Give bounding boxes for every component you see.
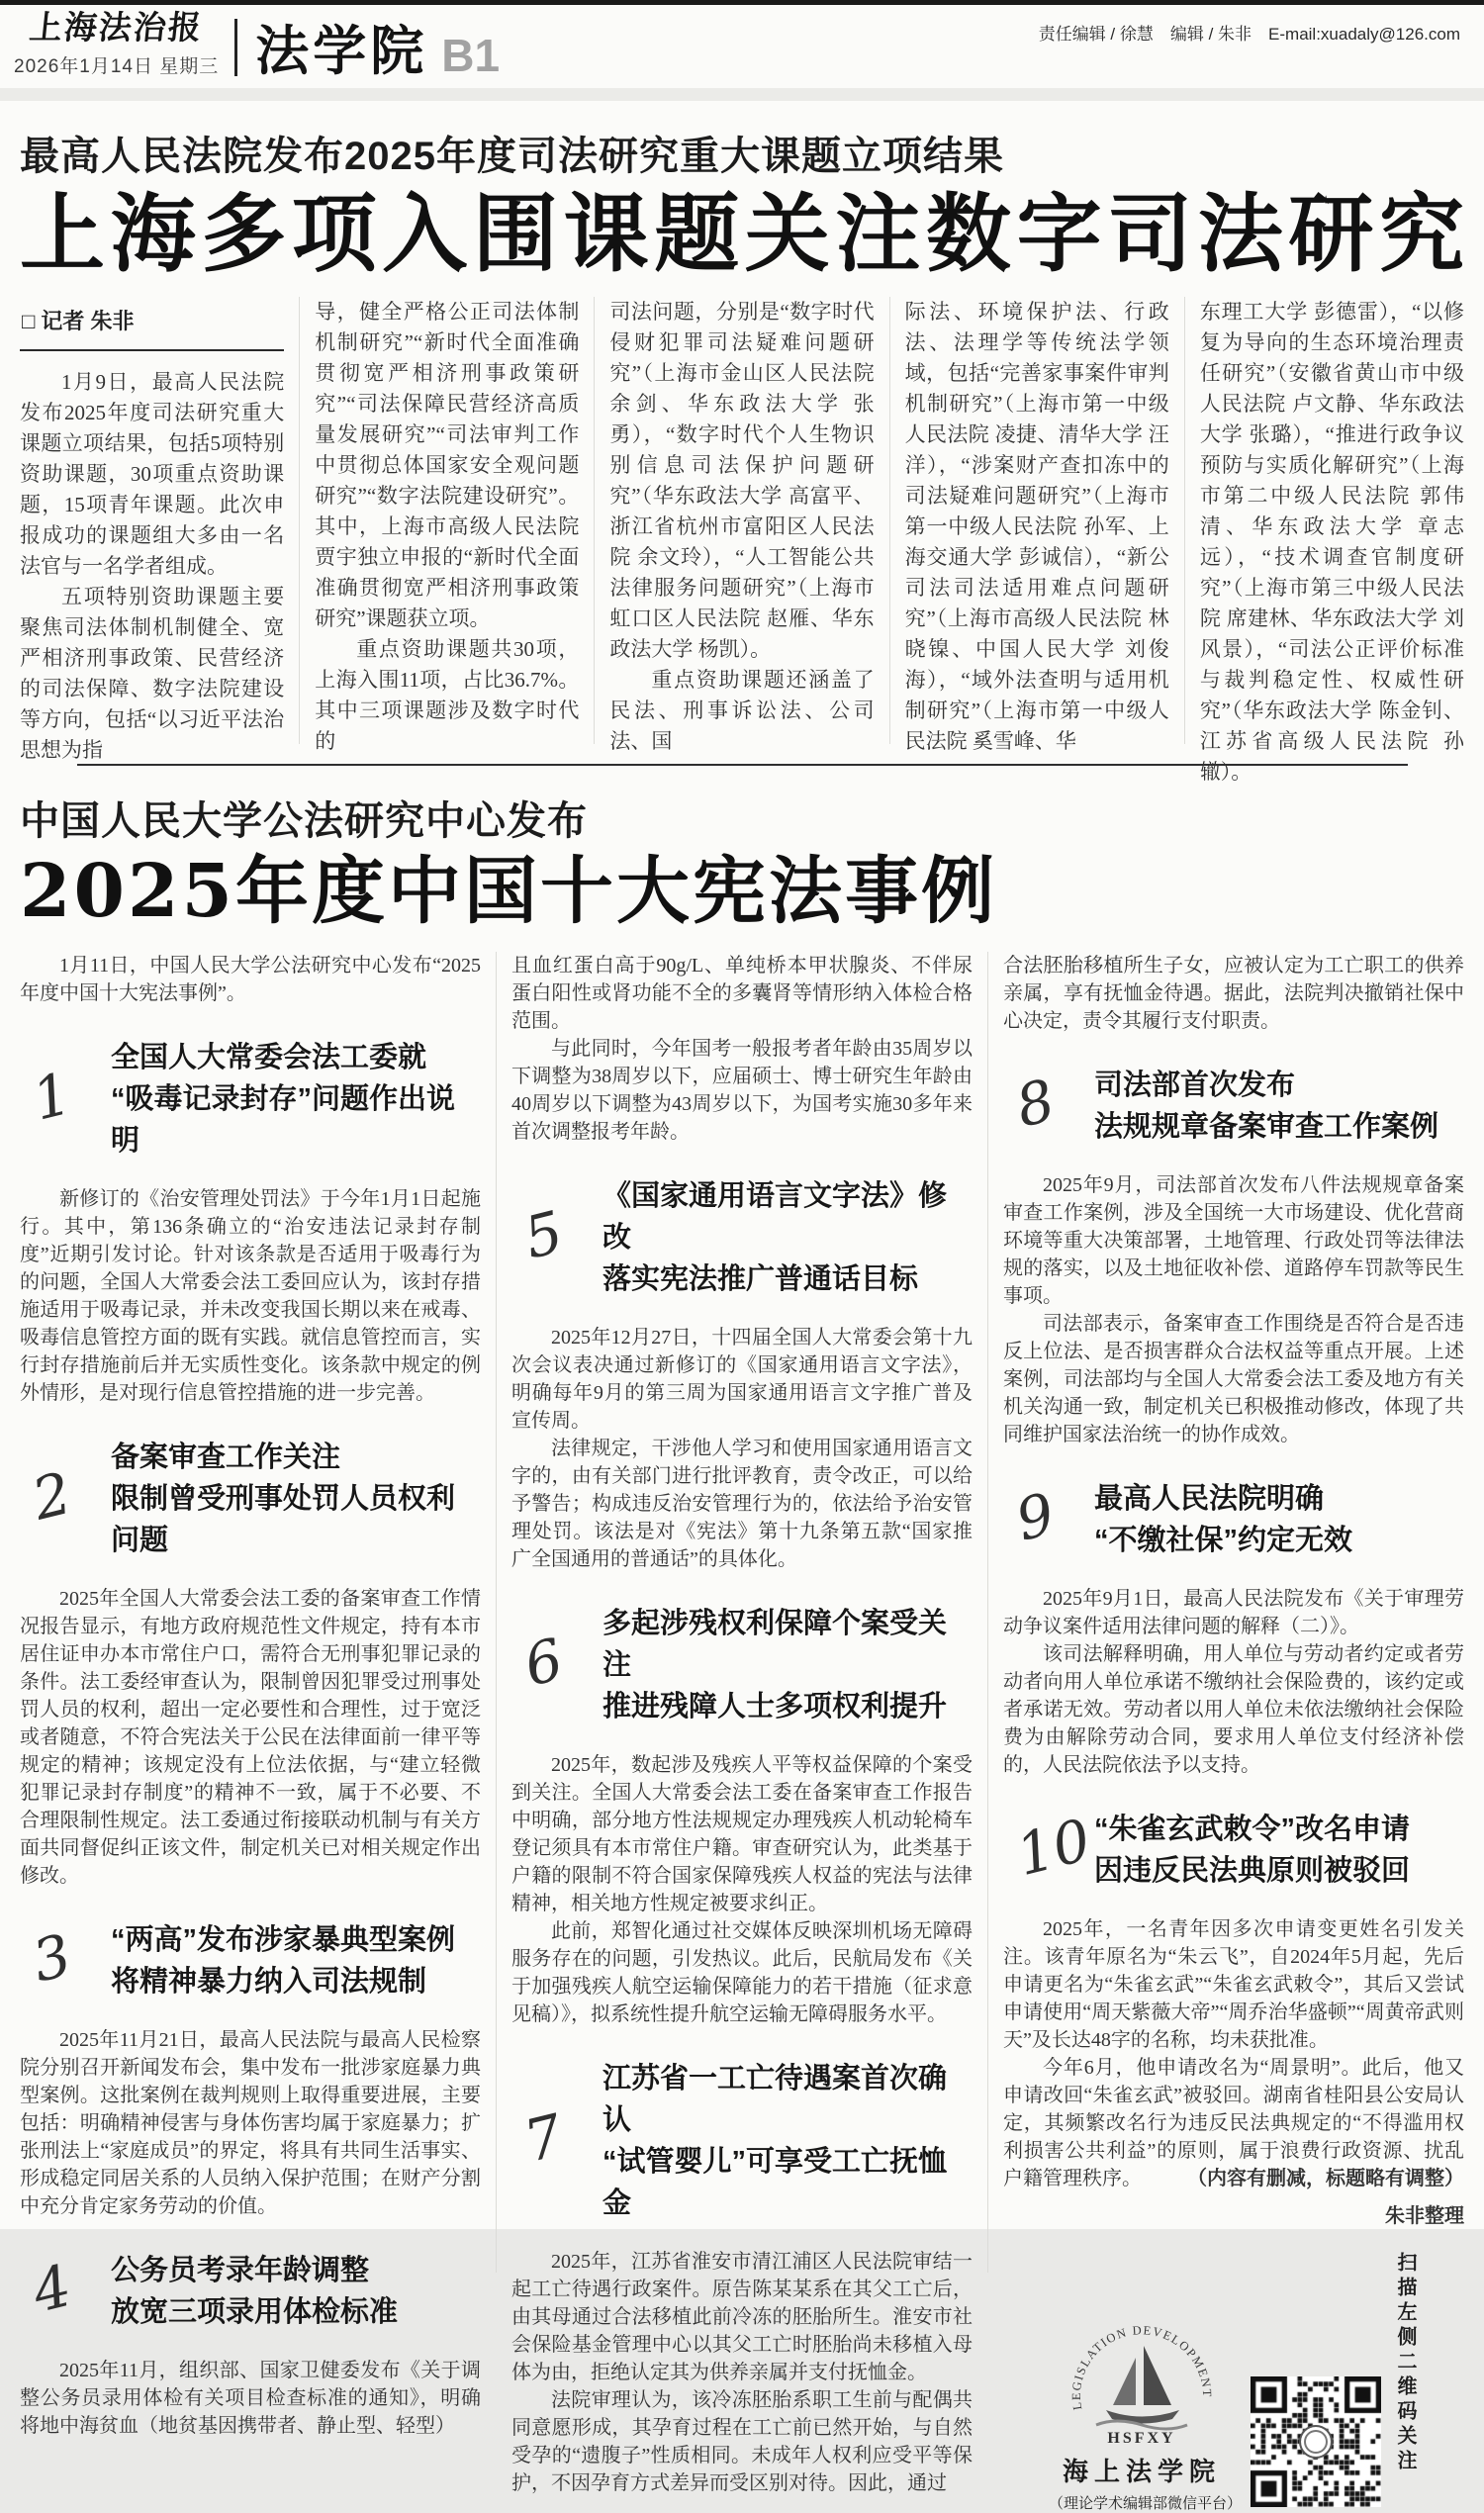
article2-col-2 [496, 952, 987, 2495]
body-paragraph: 2025年全国人大常委会法工委的备案审查工作情况报告显示，有地方政府规范性文件规定，持有本市居住证申办本市常住户口，需符合无刑事犯罪记录的条件。法工委经审查认为，限制曾因犯罪受过刑事处罚人员的权利，超出一定必要性和合理性，过于宽泛或者随意，不符合宪法关于公民在法律面前一律平等规定的精神；该规定没有上位法依据，与“建立轻微犯罪记录封存制度”的精神不一致，属于不必要、不合理限制性规定。法工委通过衔接联动机制与有关方面共同督促纠正该文件，制定机关已对相关规定作出修改。 [20, 1588, 481, 1888]
body-paragraph: 该司法解释明确，用人单位与劳动者约定或者劳动者向用人单位承诺不缴纳社会保险费的，该约定或者承诺无效。劳动者以用人单位未依法缴纳社会保险费为由解除劳动合同，要求用人单位支付经济补偿的，人民法院依法予以支持。 [1003, 1643, 1464, 1777]
case-number: 7 [517, 2101, 570, 2176]
case-heading [511, 2058, 973, 2224]
body-paragraph: 今年6月，他申请改名为“周景明”。此后，他又申请改回“朱雀玄武”被驳回。湖南省桂阳县公安局认定，其频繁改名行为违反民法典规定的“不得滥用权利损害公共利益”的原则，属于浪费行政资源、扰乱户籍管理秩序。 [1003, 2057, 1464, 2190]
case-title: “朱雀玄武敕令”改名申请 因违反民法典原则被驳回 [1094, 1814, 1411, 1888]
case-heading [20, 1437, 481, 1561]
svg-text:LEGISLATION DEVELOPMENT: LEGISLATION DEVELOPMENT [1068, 2323, 1215, 2412]
case-title: 全国人大常委会法工委就 “吸毒记录封存”问题作出说明 [111, 1042, 456, 1158]
case-heading [511, 1603, 973, 1727]
body-paragraph: 导，健全严格公正司法体制机制研究”“新时代全面准确贯彻宽严相济刑事政策研究”“司法保障民营经济高质量发展研究”“司法审判工作中贯彻总体国家安全观问题研究”“数字法院建设研究”。其中，上海市高级人民法院贾宇独立申报的“新时代全面准确贯彻宽严相济刑事政策研究”课题获立项。 [315, 299, 580, 630]
footer-block [1003, 2252, 1464, 2513]
page-number: B1 [441, 30, 501, 81]
article2-kicker: 中国人民大学公法研究中心发布 [20, 798, 588, 843]
body-paragraph: 法院审理认为，该冷冻胚胎系职工生前与配偶共同意愿形成，其孕育过程在工亡前已然开始，与自然受孕的“遗腹子”性质相同。未成年人权利应受平等保护，不因孕育方式差异而受区别对待。因此，通过 [511, 2389, 973, 2495]
case-heading [20, 1919, 481, 2002]
article2-col-3 [987, 952, 1464, 2513]
byline: □ 记者 朱非 [22, 308, 135, 333]
qr-caption: 扫描左侧二维码关注 [1394, 2252, 1416, 2475]
article1-col-4 [889, 297, 1184, 753]
byline-rule [20, 349, 284, 351]
case-number: 10 [1009, 1806, 1097, 1890]
article1-columns [20, 297, 1465, 784]
case-heading [1003, 1478, 1464, 1561]
case-title: 最高人民法院明确 “不缴社保”约定无效 [1094, 1483, 1353, 1557]
body-paragraph: 司法问题，分别是“数字时代侵财犯罪司法疑难问题研究”（上海市金山区人民法院 余剑、华东政法大学 张勇），“数字时代个人生物识别信息司法保护问题研究”（华东政法大学 高富平、浙江省杭州市富阳区人民法院 余文玲），“人工智能公共法律服务问题研究”（上海市虹口区人民法院 赵雁、华东政法大学 杨凯）。 [609, 299, 875, 661]
body-paragraph: 际法、环境保护法、行政法、法理学等传统法学领域，包括“完善家事案件审判机制研究”（上海市第一中级人民法院 凌捷、清华大学 汪洋），“涉案财产查扣冻中的司法疑难问题研究”（上海市第一中级人民法院 孙军、上海交通大学 彭诚信），“新公司法司法适用难点问题研究”（上海市高级人民法院 林晓镍、中国人民大学 刘俊海），“域外法查明与适用机制研究”（上海市第一中级人民法院 奚雪峰、华 [904, 299, 1169, 753]
case-title: 备案审查工作关注 限制曾受刑事处罚人员权利问题 [111, 1442, 456, 1557]
masthead-left [14, 2, 219, 78]
case-number: 8 [1009, 1067, 1062, 1141]
logo-subtitle: （理论学术编辑部微信平台） [1049, 2495, 1243, 2513]
body-paragraph: 2025年9月，司法部首次发布八件法规规章备案审查工作案例，涉及全国统一大市场建设、优化营商环境等重大决策部署，土地管理、行政处罚等法律法规的落实，以及土地征收补偿、道路停车罚款等民生事项。 [1003, 1174, 1464, 1308]
case-title: 多起涉残权利保障个案受关注 推进残障人士多项权利提升 [603, 1608, 948, 1723]
body-paragraph: 2025年11月21日，最高人民法院与最高人民检察院分别召开新闻发布会，集中发布一批涉家庭暴力典型案例。这批案例在裁判规则上取得重要进展，主要包括：明确精神侵害与身体伤害均属于家庭暴力；扩张刑法上“家庭成员”的界定，将具有共同生活事实、形成稳定同居关系的人员纳入保护范围；在财产分割中充分肯定家务劳动的价值。 [20, 2029, 481, 2218]
case-number: 4 [26, 2252, 78, 2326]
body-paragraph: 此前，郑智化通过社交媒体反映深圳机场无障碍服务存在的问题，引发热议。此后，民航局发布《关于加强残疾人航空运输保障能力的若干措施（征求意见稿）》，拟系统性提升航空运输无障碍服务水平。 [511, 1920, 973, 2026]
body-paragraph: 司法部表示，备案审查工作围绕是否符合是否违反上位法、是否损害群众合法权益等重点开展。上述案例，司法部均与全国人大常委会法工委及地方有关机关沟通一致，制定机关已积极推动修改，体现了共同维护国家法治统一的协作成效。 [1003, 1313, 1464, 1446]
case-heading [1003, 1065, 1464, 1148]
body-paragraph: 2025年11月，组织部、国家卫健委发布《关于调整公务员录用体检有关项目检查标准的通知》，明确将地中海贫血（地贫基因携带者、静止型、轻型） [20, 2360, 481, 2438]
masthead [0, 5, 1484, 88]
masthead-divider [234, 19, 237, 76]
article1-headline: 上海多项入围课题关注数字司法研究 [20, 184, 1464, 284]
article1-col-3 [594, 297, 888, 753]
case-title: 司法部首次发布 法规规章备案审查工作案例 [1094, 1070, 1439, 1144]
body-paragraph: 2025年，一名青年因多次申请变更姓名引发关注。该青年原名为“朱云飞”，自2024年5月起，先后申请更名为“朱雀玄武”“朱雀玄武敕令”，其后又尝试申请使用“周天紫薇大帝”“周乔治华盛顿”“周黄帝武则天”及长达48字的名称，均未获批准。 [1003, 1918, 1464, 2052]
article2-col-1 [20, 952, 496, 2438]
case-title: 《国家通用语言文字法》修改 落实宪法推广普通话目标 [603, 1180, 948, 1296]
case-heading [511, 1175, 973, 1300]
header-band [0, 88, 1484, 101]
svg-text:HSFXY: HSFXY [1107, 2430, 1176, 2446]
body-paragraph: 2025年，江苏省淮安市清江浦区人民法院审结一起工亡待遇行政案件。原告陈某某系在其父工亡后，由其母通过合法移植此前冷冻的胚胎所生。淮安市社会保险基金管理中心以其父工亡时胚胎尚未移植入母体为由，拒绝认定其为供养亲属并支付抚恤金。 [511, 2251, 973, 2384]
case-number: 6 [517, 1626, 570, 1700]
case-number: 2 [26, 1459, 78, 1534]
date-line: 2026年1月14日 星期三 [14, 56, 220, 77]
body-paragraph: 且血红蛋白高于90g/L、单纯桥本甲状腺炎、不伴尿蛋白阳性或肾功能不全的多囊肾等情形纳入体检合格范围。 [511, 955, 973, 1033]
article-constitution-cases [0, 790, 1484, 2513]
article1-col-1 [20, 297, 299, 762]
sailboat-logo-icon [1057, 2314, 1227, 2445]
body-paragraph: 东理工大学 彭德雷），“以修复为导向的生态环境治理责任研究”（安徽省黄山市中级人民法院 卢文静、华东政法大学 张璐），“推进行政争议预防与实质化解研究”（上海市第二中级人民法院 郭伟清、华东政法大学 章志远），“技术调查官制度研究”（上海市第三中级人民法院 席建林、华东政法大学 刘风景），“司法公正评价标准与裁判稳定性、权威性研究”（华东政法大学 陈金钊、江苏省高级人民法院 孙辙）。 [1199, 299, 1465, 784]
body-paragraph: 五项特别资助课题主要聚焦司法体制机制健全、宽严相济刑事政策、民营经济的司法保障、数字法院建设等方向，包括“以习近平法治思想为指 [20, 584, 285, 762]
body-paragraph: 2025年，数起涉及残疾人平等权益保障的个案受到关注。全国人大常委会法工委在备案审查工作报告中明确，部分地方性法规规定办理残疾人机动轮椅车登记须具有本市常住户籍。审查研究认为，此类基于户籍的限制不符合国家保障残疾人权益的宪法与法律精神，相关地方性规定被要求纠正。 [511, 1754, 973, 1915]
qr-center-seal [1299, 2425, 1333, 2459]
body-paragraph: 1月9日，最高人民法院发布2025年度司法研究重大课题立项结果，包括5项特别资助课题，30项重点资助课题，15项青年课题。此次申报成功的课题组大多由一名法官与一名学者组成。 [20, 369, 285, 578]
case-title: 公务员考录年龄调整 放宽三项录用体检标准 [111, 2255, 399, 2329]
case-heading [20, 2250, 481, 2333]
body-paragraph: 2025年9月1日，最高人民法院发布《关于审理劳动争议案件适用法律问题的解释（二）》。 [1003, 1588, 1464, 1638]
case-number: 9 [1009, 1480, 1062, 1554]
body-paragraph: 与此同时，今年国考一般报考者年龄由35周岁以下调整为38周岁以下，应届硕士、博士研究生年龄由40周岁以下调整为43周岁以下，为国考实施30多年来首次调整报考年龄。 [511, 1038, 973, 1144]
body-paragraph: 新修订的《治安管理处罚法》于今年1月1日起施行。其中，第136条确立的“治安违法记录封存制度”近期引发讨论。针对该条款是否适用于吸毒行为的问题，全国人大常委会法工委回应认为，该封存措施适用于吸毒记录，并未改变我国长期以来在戒毒、吸毒信息管控方面的既有实践。就信息管控而言，实行封存措施前后并无实质性变化。该条款中规定的例外情形，是对现行信息管控措施的进一步完善。 [20, 1188, 481, 1405]
article2-headline: 2025年度中国十大宪法事例 [20, 848, 997, 934]
case-number: 3 [26, 1921, 78, 1996]
case-title: “两高”发布涉家暴典型案例 将精神暴力纳入司法规制 [111, 1924, 456, 1999]
case-number: 5 [517, 1198, 570, 1272]
section-name: 法学院 [255, 22, 428, 81]
body-paragraph: 重点资助课题还涵盖了民法、刑事诉讼法、公司法、国 [609, 667, 875, 753]
paper-logo: 上海法治报 [27, 8, 205, 47]
case-title: 江苏省一工亡待遇案首次确认 “试管婴儿”可享受工亡抚恤金 [603, 2063, 948, 2220]
closing-note: （内容有删减，标题略有调整） [1187, 2168, 1464, 2190]
case-heading [1003, 1806, 1464, 1892]
case-heading [20, 1037, 481, 1162]
article1-col-2 [299, 297, 594, 753]
article2-columns [20, 952, 1464, 2513]
article1-col-5 [1184, 297, 1465, 784]
article1-kicker: 最高人民法院发布2025年度司法研究重大课题立项结果 [20, 135, 1004, 178]
hsfxy-logo [1049, 2314, 1243, 2513]
body-paragraph: 2025年12月27日，十四届全国人大常委会第十九次会议表决通过新修订的《国家通用语言文字法》，明确每年9月的第三周为国家通用语言文字推广普及宣传周。 [511, 1327, 973, 1433]
logo-name: 海上法学院 [1062, 2457, 1221, 2487]
qr-code [1251, 2376, 1381, 2507]
editors-line: 责任编辑 / 徐慧 编辑 / 朱非 E-mail:xuadaly@126.com [1038, 25, 1460, 44]
body-paragraph: 合法胚胎移植所生子女，应被认定为工亡职工的供养亲属，享有抚恤金待遇。据此，法院判决撤销社保中心决定，责令其履行支付职责。 [1003, 955, 1464, 1033]
article-research-topics [0, 125, 1484, 784]
body-paragraph: 法律规定，干涉他人学习和使用国家通用语言文字的，由有关部门进行批评教育，责令改正，可以给予警告；构成违反治安管理行为的，依法给予治安管理处罚。该法是对《宪法》第十九条第五款“国家推广全国通用的普通话”的具体化。 [511, 1438, 973, 1571]
body-paragraph: 1月11日，中国人民大学公法研究中心发布“2025年度中国十大宪法事例”。 [20, 955, 481, 1005]
credit-line: 朱非整理 [1385, 2205, 1464, 2228]
body-paragraph: 重点资助课题共30项，上海入围11项，占比36.7%。其中三项课题涉及数字时代的 [315, 636, 580, 753]
case-number: 1 [26, 1060, 78, 1134]
